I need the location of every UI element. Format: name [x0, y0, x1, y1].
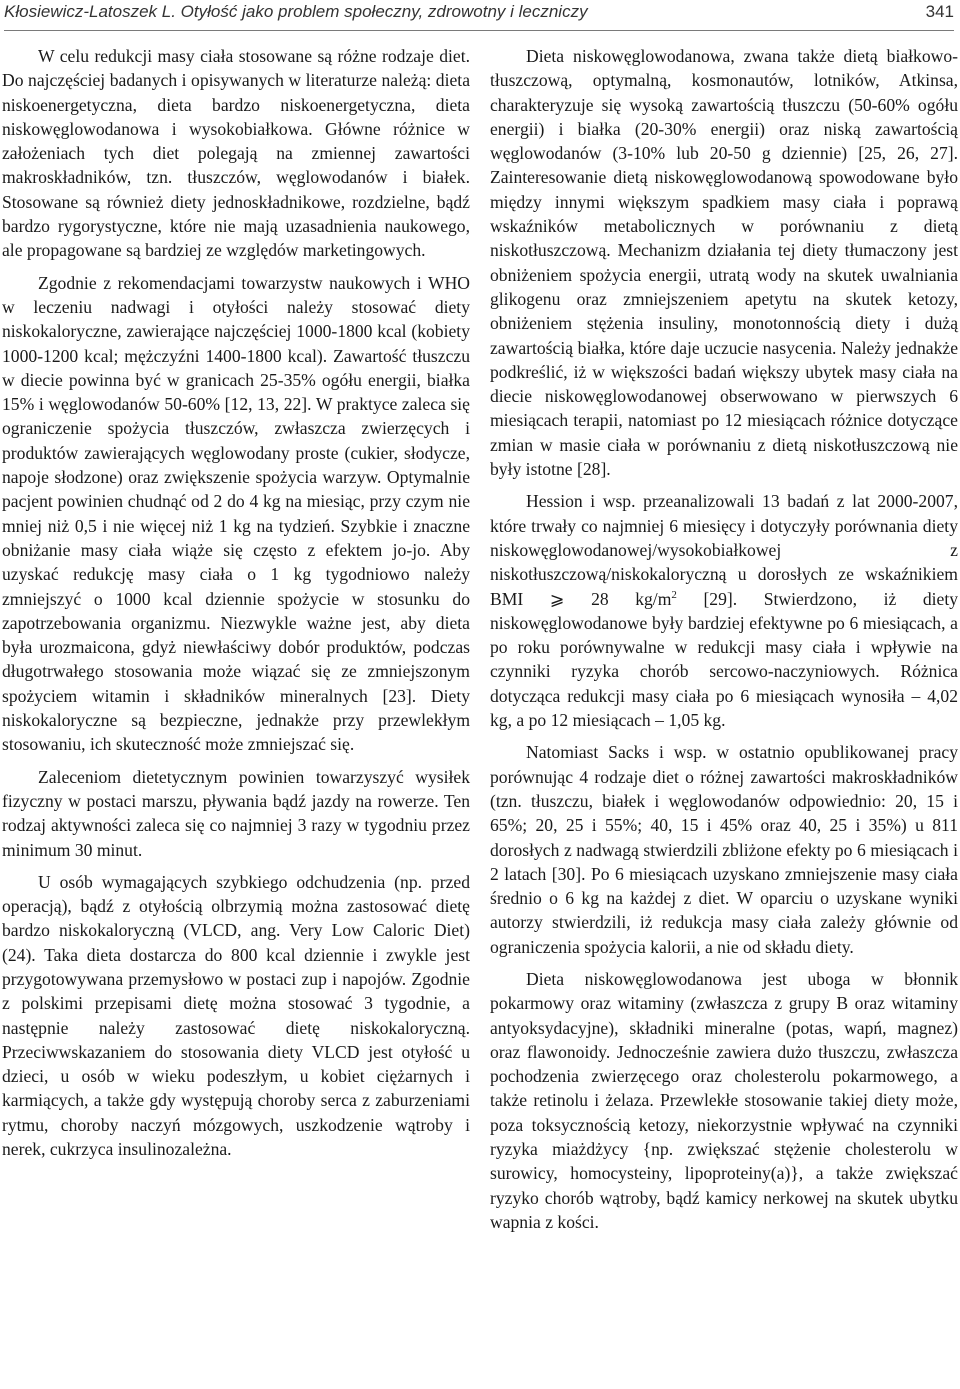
page-number: 341: [925, 2, 954, 21]
running-title: Kłosiewicz-Latoszek L. Otyłość jako problem społeczny, zdrowotny i leczniczy: [4, 2, 588, 21]
right-column: [490, 44, 958, 1242]
paragraph-diet-types: W celu redukcji masy ciała stosowane są różne rodzaje diet. Do najczęściej badanych i opisywanych w literaturze należą: dieta niskoenergetyczna, dieta bardzo niskoenergetyczna, dieta niskowęglowodanowa i wysokobiałkowa. Główne różnice w założeniach tych diet polegają na zmiennej zawartości makroskładników, tzn. tłuszczów, węglowodanów i białek. Stosowane są również diety jednoskładnikowe, rozdzielne, bądź bardzo rygorystyczne, które nie mają uzasadnienia naukowego, ale propagowane są bardziej ze względów marketingowych.: [2, 46, 470, 261]
paragraph-low-carb-deficiencies: Dieta niskowęglowodanowa jest uboga w błonnik pokarmowy oraz witaminy (zwłaszcza z grupy B oraz witaminy antyoksydacyjne), składniki mineralne (potas, wapń, magnez) oraz flawonoidy. Jednocześnie zawiera dużo tłuszczu, zwłaszcza pochodzenia zwierzęcego oraz cholesterolu pokarmowego, a także retinolu i żelaza. Przewlekłe stosowanie takiej diety może, poza toksycznością ketozy, niekorzystnie wpływać na czynniki ryzyka miażdżycy {np. zwiększać stężenie cholesterolu w surowicy, homocysteiny, lipoproteiny(a)}, a także zwiększać ryzyko chorób wątroby, bądź kamicy nerkowej na skutek ubytku wapnia z kości.: [490, 968, 958, 1232]
paragraph-hession: [490, 489, 958, 732]
paragraph-recommendations: Zgodnie z rekomendacjami towarzystw naukowych i WHO w leczeniu nadwagi i otyłości należy stosować diety niskokaloryczne, zawierające najczęściej 1000-1800 kcal (kobiety 1000-1200 kcal; mężczyźni 1400-1800 kcal). Zawartość tłuszczu w diecie powinna być w granicach 25-35% ogółu energii, białka 15% i węglowodanów 50-60% [12, 13, 22]. W praktyce zaleca się ograniczenie spożycia tłuszczów, zwłaszcza zwierzęcych i produktów zawierających węglowodany proste (cukier, słodycze, napoje słodzone) oraz zwiększenie spożycia warzyw. Optymalnie pacjent powinien chudnąć od 2 do 4 kg na miesiąc, przy czym nie mniej niż 0,5 i nie więcej niż 1 kg na tydzień. Szybkie i znaczne obniżanie masy ciała wiąże się często z efektem jo-jo. Aby uzyskać redukcję masy ciała o 1 kg tygodniowo należy zmniejszyć o 1000 kcal dziennie spożycie w stosunku do zapotrzebowania organizmu. Niezwykle ważne jest, aby dieta była urozmaicona, gdyż niewłaściwy dobór produktów, podczas długotrwałego stosowania może wiązać się ze zmniejszonym spożyciem witamin i składników mineralnych [23]. Diety niskokaloryczne są bezpieczne, jednakże przy przewlekłym stosowaniu, ich skuteczność może zmniejszać się.: [2, 272, 470, 755]
paragraph-sacks: Natomiast Sacks i wsp. w ostatnio opublikowanej pracy porównując 4 rodzaje diet o różnej zawartości makroskładników (tzn. tłuszczu, białek i węglowodanów odpowiednio: 20, 15 i 65%; 20, 25 i 55%; 40, 15 i 45% oraz 40, 25 i 35%) u 811 dorosłych z nadwagą stwierdzili zbliżone efekty po 6 miesiącach i 2 latach [30]. Po 6 miesiącach uzyskano zmniejszenie masy ciała średnio o 6 kg na każdej z diet. W oparciu o uzyskane wyniki autorzy stwierdzili, iż redukcja masy ciała zależy głównie od ograniczenia spożycia kalorii, a nie od składu diety.: [490, 742, 958, 957]
paragraph-vlcd: U osób wymagających szybkiego odchudzenia (np. przed operacją), bądź z otyłością olbrzymią można zastosować dietę bardzo niskokaloryczną (VLCD, ang. Very Low Caloric Diet) (24). Taka dieta dostarcza do 800 kcal dziennie i zwykle jest przygotowywana przemysłowo w postaci zup i napojów. Zgodnie z polskimi przepisami dietę można stosować 3 tygodnie, a następnie należy zastosować dietę niskokaloryczną. Przeciwwskazaniem do stosowania diety VLCD jest otyłość u dzieci, u osób w wieku podeszłym, u kobiet ciężarnych i karmiących, a także gdy występują choroby serca z zaburzeniami rytmu, choroby naczyń mózgowych, uszkodzenie wątroby i nerek, cukrzyca insulinozależna.: [2, 871, 470, 1160]
running-header: [4, 0, 954, 31]
paragraph-low-carb: Dieta niskowęglowodanowa, zwana także dietą białkowo-tłuszczową, optymalną, kosmonautów, lotników, Atkinsa, charakteryzuje się wysoką zawartością tłuszczu (50-60% ogółu energii) i białka (20-30% energii) oraz niską zawartością węglowodanów (3-10% lub 20-50 g dziennie) [25, 26, 27]. Zainteresowanie dietą niskowęglowodanową spowodowane było między innymi większym spadkiem masy ciała i poprawą wskaźników metabolicznych w porównaniu z dietą niskotłuszczową. Mechanizm działania tej diety tłumaczony jest obniżeniem spożycia energii, utratą wody na skutek uwalniania glikogenu oraz zmniejszeniem apetytu na skutek ketozy, obniżeniem stężenia insuliny, monotonnością diety i dużą zawartością białka, które daje uczucie nasycenia. Należy jednakże podkreślić, iż w większości badań większy ubytek masy ciała na diecie niskowęglowodanowej obserwowano w pierwszych 6 miesiącach terapii, natomiast po 12 miesiącach różnice dotyczące zmian w masie ciała w porównaniu z dietą niskotłuszczową nie były istotne [28].: [490, 46, 958, 480]
superscript-two: 2: [671, 588, 677, 601]
hession-text-end: [29]. Stwierdzono, iż diety niskowęglowodanowe były bardziej efektywne po 6 miesiącach, a po roku porównywalne w redukcji masy ciała i wpływie na czynniki ryzyka chorób sercowo-naczyniowych. Różnica dotycząca redukcji masy ciała po 6 miesiącach wynosiła – 4,02 kg, a po 12 miesiącach – 1,05 kg.: [490, 588, 958, 731]
paragraph-physical-activity: Zaleceniom dietetycznym powinien towarzyszyć wysiłek fizyczny w postaci marszu, pływania bądź jazdy na rowerze. Ten rodzaj aktywności zaleca się co najmniej 3 razy w tygodniu przez minimum 30 minut.: [2, 766, 470, 860]
hession-text-start: Hession i wsp. przeanalizowali 13 badań z lat 2000-2007, które trwały co najmniej 6 miesięcy i dotyczyły porównania diety niskowęglowodanowej/wysokobiałkowej z niskotłuszczową/niskokaloryczną u dorosłych ze wskaźnikiem BMI ⩾ 28 kg/m: [490, 491, 958, 609]
left-column: [2, 44, 470, 1169]
